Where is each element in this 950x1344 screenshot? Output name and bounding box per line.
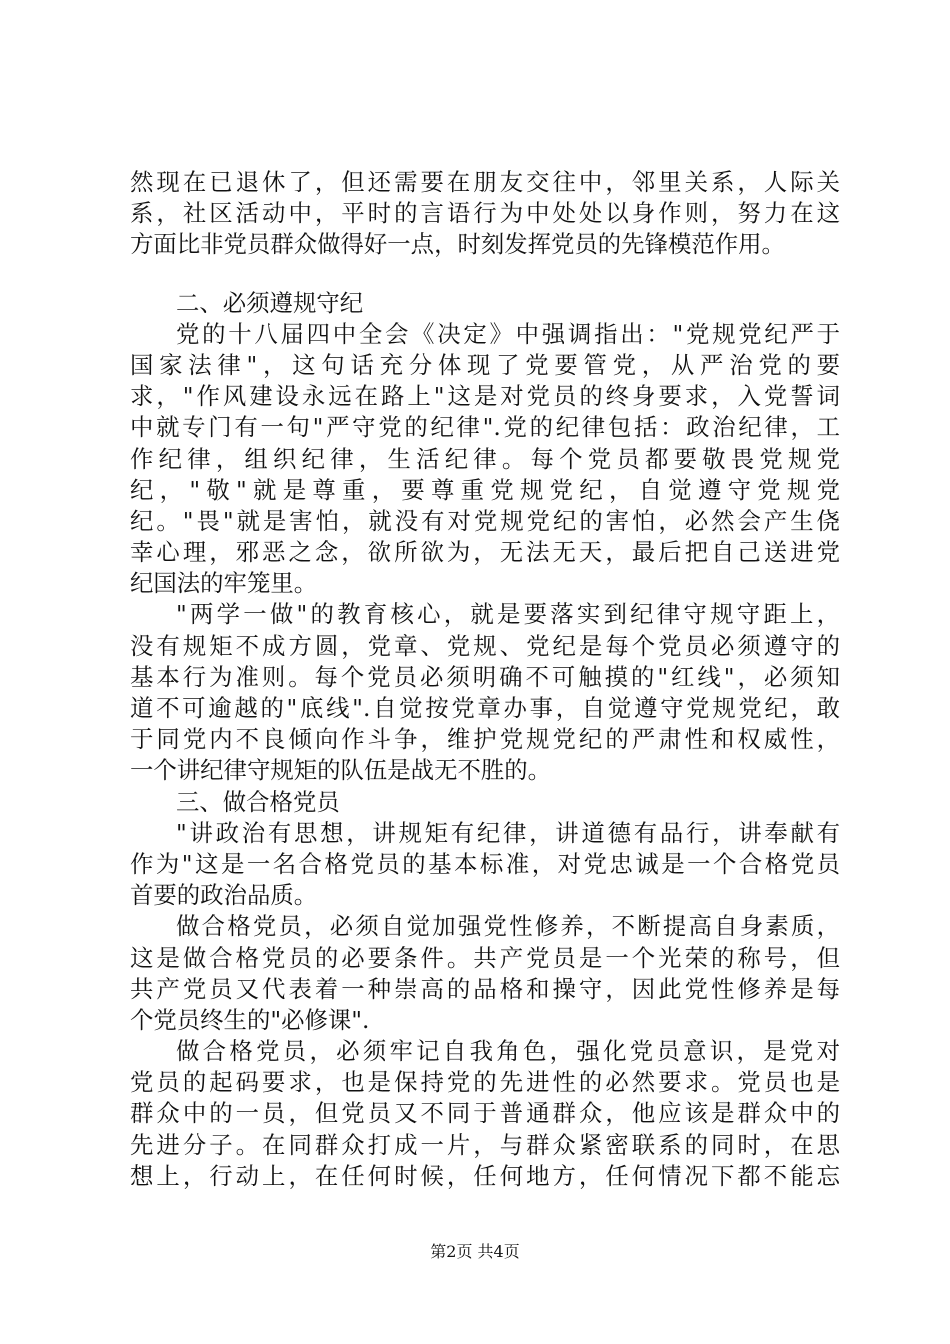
paragraph: [130, 818, 840, 912]
text-line: 纪国法的牢笼里。: [130, 569, 318, 598]
page-footer: 第2页 共4页: [430, 1242, 520, 1261]
paragraph: [130, 599, 840, 786]
text-line: 于同党内不良倾向作斗争，维护党规党纪的严肃性和权威性，: [130, 725, 840, 754]
text-line: 这是做合格党员的必要条件。共产党员是一个光荣的称号，但: [130, 943, 840, 972]
paragraph-gap: [130, 261, 840, 288]
text-line: "讲政治有思想，讲规矩有纪律，讲道德有品行，讲奉献有: [176, 818, 840, 847]
text-line: 系，社区活动中，平时的言语行为中处处以身作则，努力在这: [130, 199, 840, 228]
text-line: 群众中的一员，但党员又不同于普通群众，他应该是群众中的: [130, 1099, 840, 1128]
paragraph: [130, 167, 840, 261]
text-line: 没有规矩不成方圆，党章、党规、党纪是每个党员必须遵守的: [130, 631, 840, 660]
text-line: 幸心理，邪恶之念，欲所欲为，无法无天，最后把自己送进党: [130, 538, 840, 567]
text-line: 个党员终生的"必修课".: [130, 1005, 370, 1034]
paragraph: [130, 911, 840, 1036]
text-line: 三、做合格党员: [176, 787, 340, 816]
text-line: 纪。"畏"就是害怕，就没有对党规党纪的害怕，必然会产生侥: [130, 506, 840, 535]
text-line: 纪，"敬"就是尊重，要尊重党规党纪，自觉遵守党规党: [130, 475, 840, 504]
text-line: 一个讲纪律守规矩的队伍是战无不胜的。: [130, 756, 552, 785]
text-line: 然现在已退休了，但还需要在朋友交往中，邻里关系，人际关: [130, 168, 840, 196]
text-line: 做合格党员，必须自觉加强党性修养，不断提高自身素质，: [176, 912, 840, 941]
text-line: 想上，行动上，在任何时候，任何地方，任何情况下都不能忘: [130, 1161, 840, 1190]
text-line: 中就专门有一句"严守党的纪律".党的纪律包括：政治纪律，工: [130, 413, 840, 442]
paragraph: [130, 319, 840, 600]
document-body: [130, 167, 840, 1192]
text-line: "两学一做"的教育核心，就是要落实到纪律守规守距上，: [176, 600, 840, 629]
text-line: 共产党员又代表着一种崇高的品格和操守，因此党性修养是每: [130, 974, 840, 1003]
text-line: 作纪律，组织纪律，生活纪律。每个党员都要敬畏党规党: [130, 444, 840, 473]
paragraph: [130, 1036, 840, 1192]
section-heading: [130, 288, 840, 319]
text-line: 做合格党员，必须牢记自我角色，强化党员意识，是党对: [176, 1037, 840, 1066]
text-line: 首要的政治品质。: [130, 881, 318, 910]
text-line: 二、必须遵规守纪: [176, 288, 364, 317]
text-line: 国家法律"，这句话充分体现了党要管党，从严治党的要: [130, 350, 840, 379]
text-line: 方面比非党员群众做得好一点，时刻发挥党员的先锋模范作用。: [130, 230, 785, 259]
section-heading: [130, 787, 840, 818]
text-line: 作为"这是一名合格党员的基本标准，对党忠诚是一个合格党员: [130, 849, 840, 878]
text-line: 求，"作风建设永远在路上"这是对党员的终身要求，入党誓词: [130, 382, 840, 411]
text-line: 党员的起码要求，也是保持党的先进性的必然要求。党员也是: [130, 1068, 840, 1097]
text-line: 道不可逾越的"底线".自觉按党章办事，自觉遵守党规党纪，敢: [130, 694, 840, 722]
text-line: 先进分子。在同群众打成一片，与群众紧密联系的同时，在思: [130, 1130, 840, 1159]
text-line: 党的十八届四中全会《决定》中强调指出："党规党纪严于: [176, 319, 840, 348]
text-line: 基本行为准则。每个党员必须明确不可触摸的"红线"，必须知: [130, 662, 840, 691]
